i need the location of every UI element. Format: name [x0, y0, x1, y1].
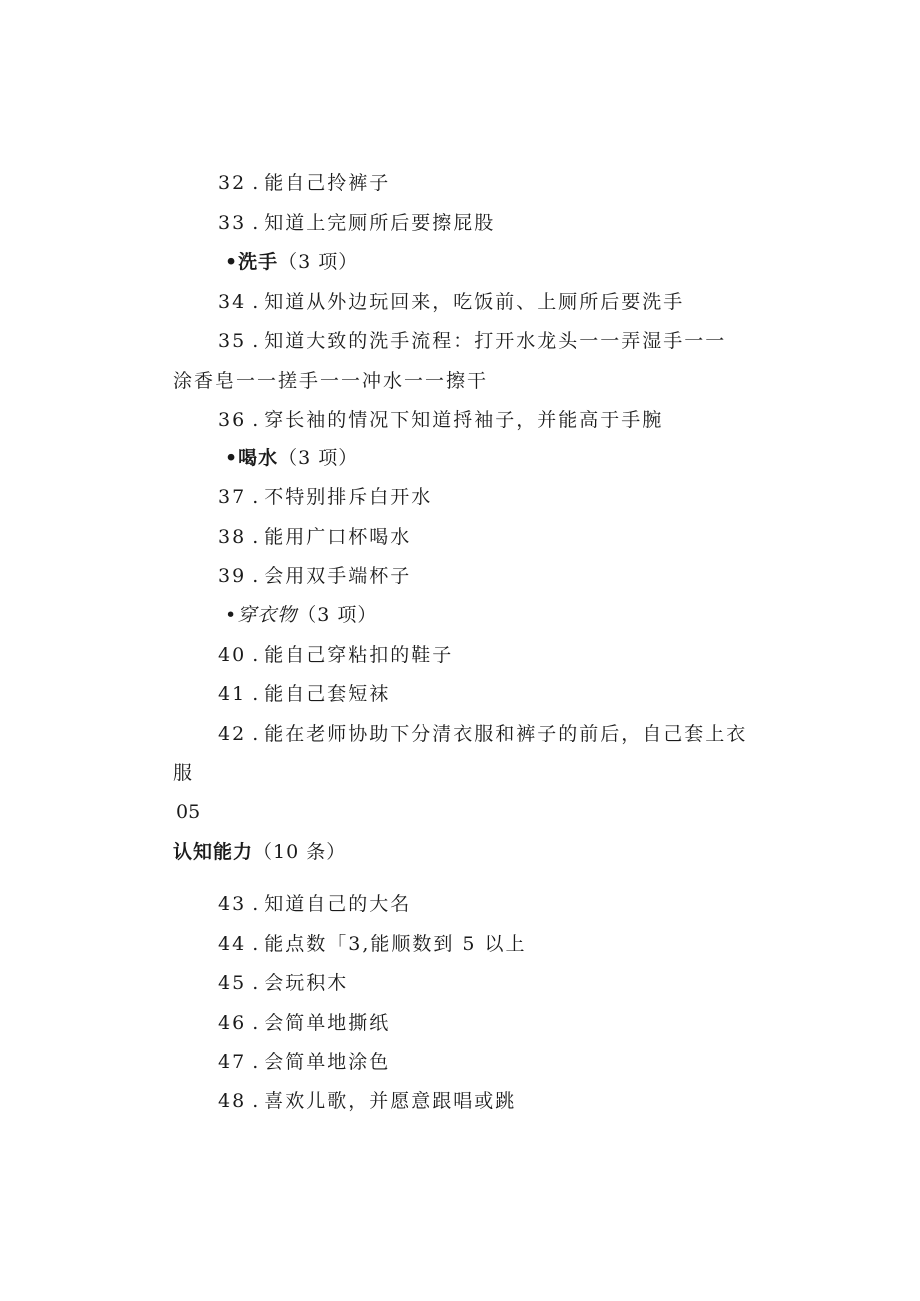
- item-number: 36: [218, 409, 247, 431]
- item-number: 42: [218, 723, 247, 745]
- item-text: 知道大致的洗手流程：打开水龙头一一弄湿手一一: [264, 330, 727, 352]
- line-42-continued: 服: [173, 762, 195, 784]
- item-text: 会简单地涂色: [264, 1051, 391, 1073]
- item-number: 34: [218, 291, 247, 313]
- item-number: 46: [218, 1012, 247, 1034]
- item-number: 39: [218, 565, 247, 587]
- item-text: 知道上完厕所后要擦屁股: [264, 212, 496, 234]
- line-32: 32 . 能自己拎裤子: [218, 172, 391, 194]
- item-number: 44: [218, 933, 247, 955]
- item-text: 能用广口杯喝水: [264, 526, 412, 548]
- item-number: 48: [218, 1090, 247, 1112]
- line-45: 45 . 会玩积木: [218, 972, 349, 994]
- item-number: 45: [218, 972, 247, 994]
- item-number: 35: [218, 330, 247, 352]
- item-text: 知道自己的大名: [264, 893, 412, 915]
- section-heading-cognition: 认知能力（10 条）: [173, 841, 347, 863]
- subheading-handwashing: •洗手（3 项）: [225, 251, 359, 273]
- line-47: 47 . 会简单地涂色: [218, 1051, 391, 1073]
- item-text: 穿长袖的情况下知道捋袖子，并能高于手腕: [264, 409, 664, 431]
- item-number: 32: [218, 172, 247, 194]
- line-34: 34 . 知道从外边玩回来，吃饭前、上厕所后要洗手: [218, 291, 685, 313]
- item-number: 37: [218, 486, 247, 508]
- item-number: 47: [218, 1051, 247, 1073]
- section-number: 05: [176, 801, 201, 823]
- subheading-dressing: •穿衣物（3 项）: [225, 604, 378, 626]
- subheading-drinking: •喝水（3 项）: [225, 447, 359, 469]
- item-text: 能自己拎裤子: [264, 172, 391, 194]
- item-number: 43: [218, 893, 247, 915]
- item-text: 会玩积木: [264, 972, 349, 994]
- line-48: 48 . 喜欢儿歌，并愿意跟唱或跳: [218, 1090, 517, 1112]
- line-37: 37 . 不特别排斥白开水: [218, 486, 433, 508]
- line-46: 46 . 会简单地撕纸: [218, 1012, 391, 1034]
- line-43: 43 . 知道自己的大名: [218, 893, 412, 915]
- item-text: 喜欢儿歌，并愿意跟唱或跳: [264, 1090, 517, 1112]
- line-39: 39 . 会用双手端杯子: [218, 565, 412, 587]
- item-text: 能自己穿粘扣的鞋子: [264, 644, 454, 666]
- item-number: 41: [218, 683, 247, 705]
- item-number: 33: [218, 212, 247, 234]
- line-44: 44 . 能点数「3,能顺数到 5 以上: [218, 933, 527, 955]
- item-number: 40: [218, 644, 247, 666]
- item-text: 能点数「3,能顺数到 5 以上: [264, 933, 527, 955]
- item-text: 会简单地撕纸: [264, 1012, 391, 1034]
- item-text: 能在老师协助下分清衣服和裤子的前后，自己套上衣: [264, 723, 748, 745]
- line-36: 36 . 穿长袖的情况下知道捋袖子，并能高于手腕: [218, 409, 664, 431]
- line-38: 38 . 能用广口杯喝水: [218, 526, 412, 548]
- line-33: 33 . 知道上完厕所后要擦屁股: [218, 212, 496, 234]
- line-40: 40 . 能自己穿粘扣的鞋子: [218, 644, 454, 666]
- line-42: 42 . 能在老师协助下分清衣服和裤子的前后，自己套上衣: [218, 723, 748, 745]
- item-text: 会用双手端杯子: [264, 565, 412, 587]
- line-35: 35 . 知道大致的洗手流程：打开水龙头一一弄湿手一一: [218, 330, 727, 352]
- item-number: 38: [218, 526, 247, 548]
- item-text: 能自己套短袜: [264, 683, 391, 705]
- line-35-continued: 涂香皂一一搓手一一冲水一一擦干: [173, 370, 489, 392]
- item-text: 知道从外边玩回来，吃饭前、上厕所后要洗手: [264, 291, 685, 313]
- item-text: 不特别排斥白开水: [264, 486, 433, 508]
- line-41: 41 . 能自己套短袜: [218, 683, 391, 705]
